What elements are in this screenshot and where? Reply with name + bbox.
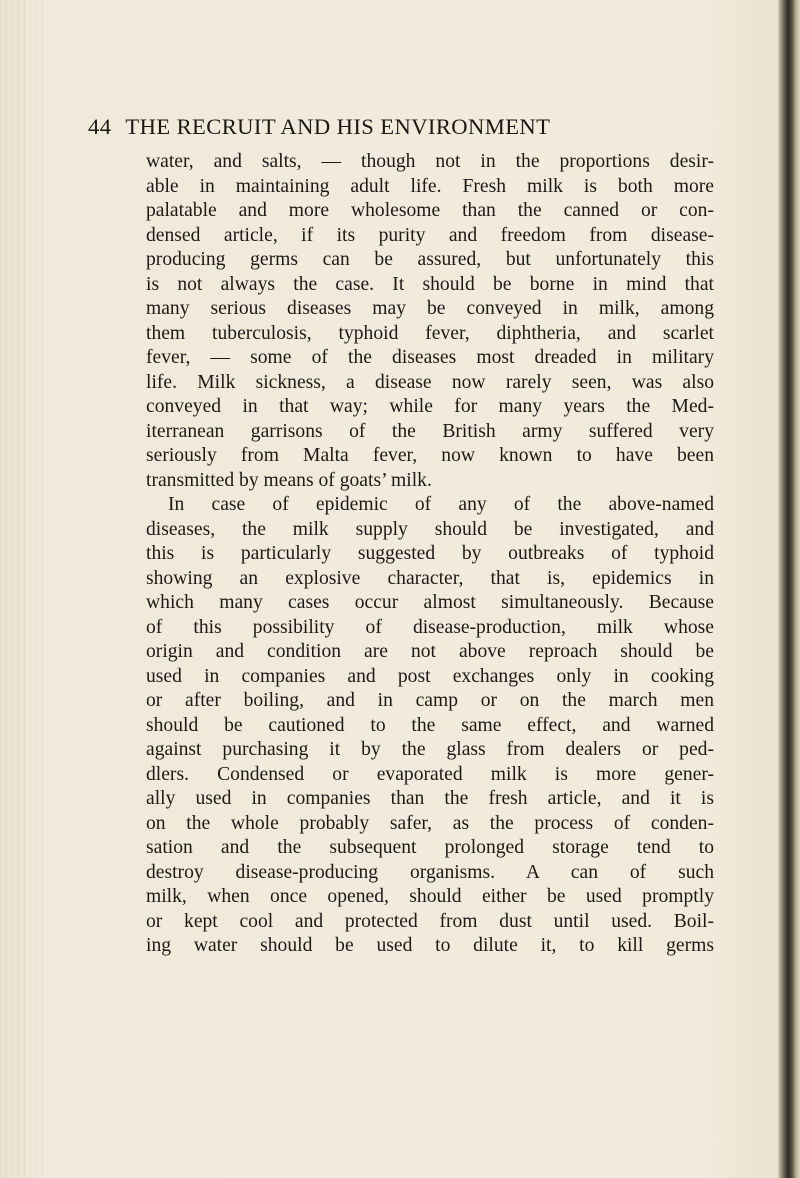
text-line: of this possibility of disease-production, milk whose bbox=[146, 616, 714, 638]
text-line: milk, when once opened, should either be used promptly bbox=[146, 886, 714, 907]
text-line: transmitted by means of goats’ milk. bbox=[146, 469, 432, 491]
text-line: sation and the subsequent prolonged storage tend to bbox=[146, 837, 714, 858]
text-line: against purchasing it by the glass from dealers or ped- bbox=[146, 739, 714, 760]
body-text bbox=[146, 150, 714, 959]
page-edge bbox=[778, 0, 800, 1178]
text-line: on the whole probably safer, as the process of conden- bbox=[146, 812, 714, 834]
text-line: destroy disease-producing organisms. A can of such bbox=[146, 861, 714, 883]
text-line: origin and condition are not above reproach should be bbox=[146, 641, 714, 662]
text-line: or after boiling, and in camp or on the march men bbox=[146, 690, 714, 711]
running-title: THE RECRUIT AND HIS ENVIRONMENT bbox=[125, 114, 551, 139]
text-line: iterranean garrisons of the British army suffered very bbox=[146, 420, 714, 442]
text-line: conveyed in that way; while for many years the Med- bbox=[146, 396, 714, 417]
text-line: ally used in companies than the fresh article, and it is bbox=[146, 788, 714, 809]
text-line: is not always the case. It should be borne in mind that bbox=[146, 273, 714, 295]
text-line: water, and salts, — though not in the proportions desir- bbox=[146, 151, 714, 172]
text-line: showing an explosive character, that is, epidemics in bbox=[146, 567, 714, 589]
text-line: In case of epidemic of any of the above-named bbox=[168, 494, 714, 515]
page-number: 44 bbox=[88, 114, 112, 139]
text-line: palatable and more wholesome than the canned or con- bbox=[146, 200, 714, 221]
text-line: or kept cool and protected from dust until used. Boil- bbox=[146, 910, 714, 932]
text-line: diseases, the milk supply should be investigated, and bbox=[146, 518, 714, 540]
binding-gutter bbox=[0, 0, 46, 1178]
text-line: should be cautioned to the same effect, and warned bbox=[146, 714, 714, 736]
text-line: dlers. Condensed or evaporated milk is more gener- bbox=[146, 763, 714, 785]
text-line: able in maintaining adult life. Fresh milk is both more bbox=[146, 175, 714, 197]
text-line: them tuberculosis, typhoid fever, diphtheria, and scarlet bbox=[146, 322, 714, 344]
text-line: which many cases occur almost simultaneously. Because bbox=[146, 592, 714, 613]
text-line: many serious diseases may be conveyed in milk, among bbox=[146, 298, 714, 319]
text-line: this is particularly suggested by outbreaks of typhoid bbox=[146, 543, 714, 564]
text-line: life. Milk sickness, a disease now rarely seen, was also bbox=[146, 371, 714, 393]
text-line: seriously from Malta fever, now known to have been bbox=[146, 445, 714, 466]
text-line: ing water should be used to dilute it, to kill germs bbox=[146, 935, 714, 956]
running-header bbox=[88, 114, 728, 140]
text-line: used in companies and post exchanges only in cooking bbox=[146, 665, 714, 687]
text-line: densed article, if its purity and freedom from disease- bbox=[146, 224, 714, 246]
text-line: fever, — some of the diseases most dreaded in military bbox=[146, 347, 714, 368]
text-line: producing germs can be assured, but unfortunately this bbox=[146, 249, 714, 270]
